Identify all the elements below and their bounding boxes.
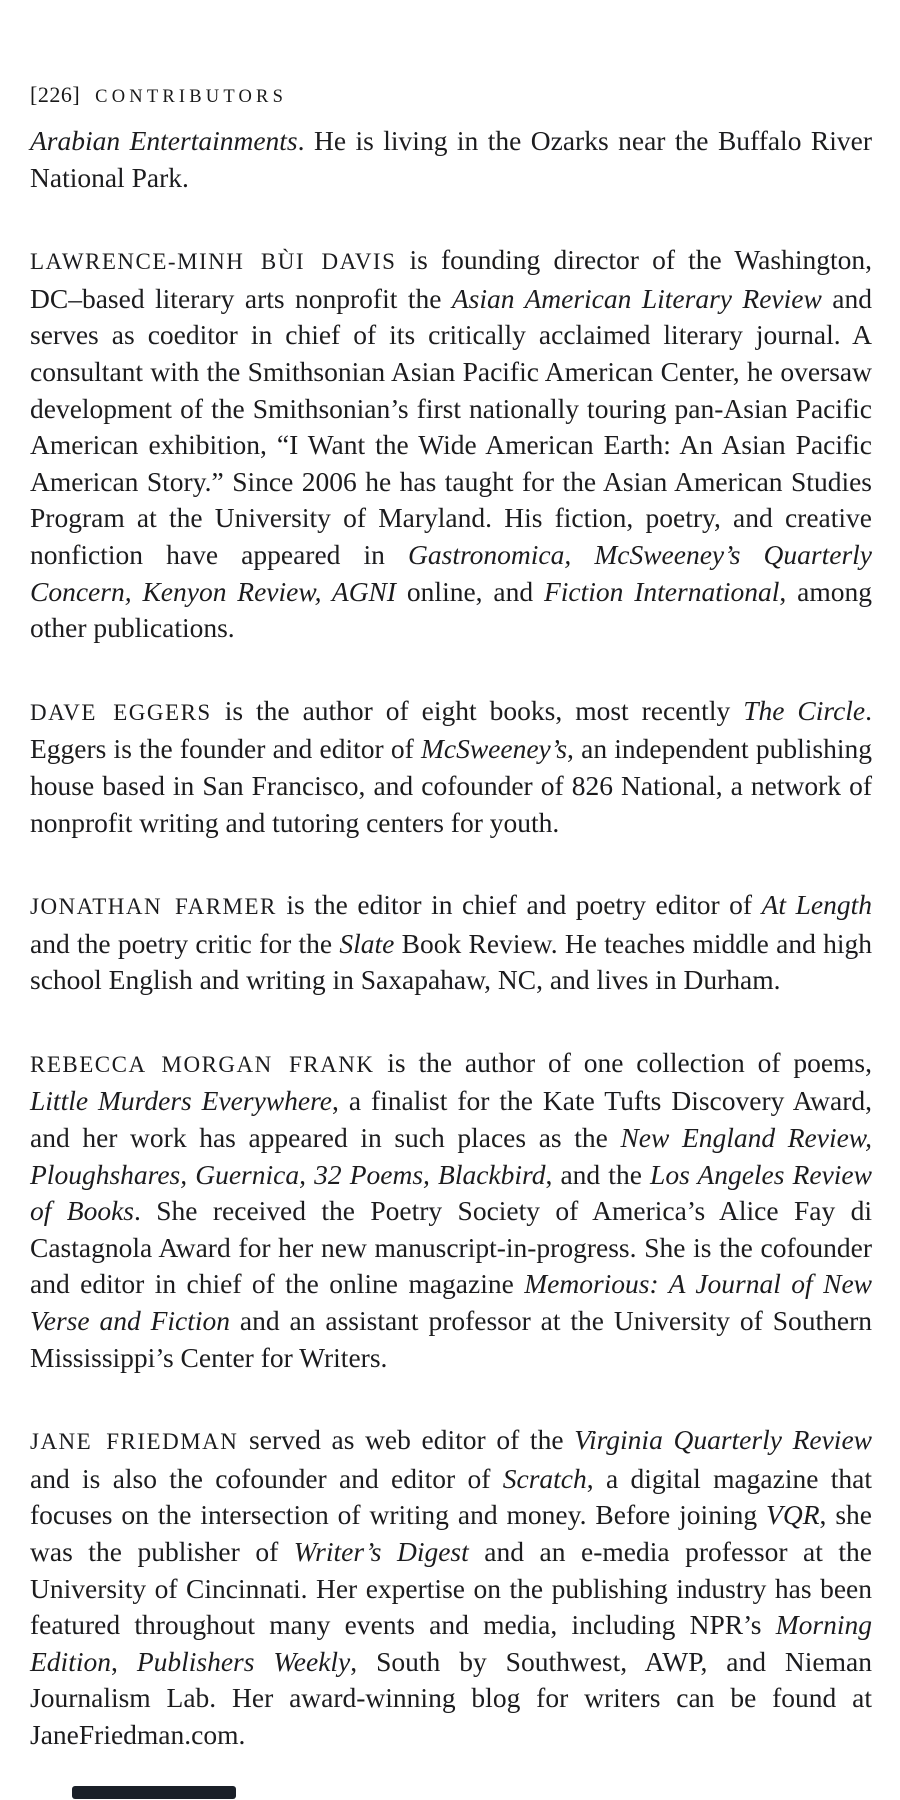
text-run: , an independent publishing house based in San Francisco, and cofounder of 826 National, a network of nonprofit writing and tutoring centers for youth. [30, 733, 872, 838]
paragraph-rebecca-morgan-frank [30, 1045, 872, 1376]
text-run: Publishers Weekly [136, 1645, 351, 1677]
text-run: Slate [339, 927, 395, 959]
text-run: Asian American Literary Review [451, 282, 822, 314]
text-run: is the editor in chief and poetry editor of [276, 889, 762, 921]
reading-progress-bar [72, 1786, 236, 1799]
text-run: Gastronomica, McSweeney’s Quarterly Concern, Kenyon Review, AGNI [30, 538, 872, 607]
text-run: Los Angeles Review of Books [30, 1158, 872, 1227]
contributor-name: LAWRENCE-MINH BÙI DAVIS [30, 249, 397, 275]
contributors-text [30, 123, 872, 1754]
text-run: Writer’s Digest [293, 1536, 469, 1567]
text-run: McSweeney’s [420, 733, 568, 765]
contributor-name: REBECCA MORGAN FRANK [30, 1051, 375, 1077]
paragraph-dave-eggers [30, 693, 872, 841]
paragraph-continuation [30, 123, 872, 196]
text-run: The Circle [743, 694, 866, 726]
text-run: online, and [396, 575, 544, 607]
paragraph-jane-friedman [30, 1422, 872, 1753]
text-run: and an e-media professor at the University of Cincinnati. Her expertise on the publishing industry has been featured throughout many events and media, including NPR’s [30, 1536, 873, 1641]
contributor-name: JONATHAN FARMER [30, 894, 277, 920]
running-head [30, 82, 872, 108]
text-run: New England Review, Ploughshares, Guernica, 32 Poems, Blackbird [30, 1122, 872, 1190]
text-run: , a finalist for the Kate Tufts Discovery Award, and her work has appeared in such places as the [30, 1085, 872, 1154]
text-run: , a digital magazine that focuses on the intersection of writing and money. Before joining [30, 1462, 872, 1531]
page-number: [226] [30, 82, 81, 107]
text-run: . Eggers is the founder and editor of [30, 694, 873, 765]
text-run: . He is living in the Ozarks near the Buffalo River National Park. [30, 125, 872, 193]
text-run: Morning Edition [30, 1609, 872, 1677]
text-run: Arabian Entertainments [30, 125, 298, 156]
text-run: is the author of one collection of poems, [374, 1046, 872, 1078]
text-run: , South by Southwest, AWP, and Nieman Journalism Lab. Her award-winning blog for writers can be found at JaneFriedman.com. [30, 1645, 872, 1750]
text-run: , among other publications. [30, 575, 872, 644]
text-run: VQR [766, 1499, 820, 1531]
text-run: is the author of eight books, most recently [211, 694, 744, 726]
text-run: , and the [545, 1158, 651, 1190]
text-run: served as web editor of the [238, 1424, 575, 1456]
text-run: and serves as coeditor in chief of its critically acclaimed literary journal. A consultant with the Smithsonian Asian Pacific American Center, he oversaw development of the Smithsonian’s first nationally touring pan-Asian Pacific American exhibition, “I Want the Wide American Earth: An Asian Pacific American Story.” Since 2006 he has taught for the Asian American Studies Program at the University of Maryland. His fiction, poetry, and creative nonfiction have appeared in [30, 282, 872, 570]
text-run: Scratch [502, 1462, 587, 1494]
text-run: and the poetry critic for the [30, 927, 340, 959]
text-run: , she was the publisher of [30, 1499, 872, 1567]
text-run: and an assistant professor at the University of Southern Mississippi’s Center for Writers. [30, 1305, 872, 1373]
text-run: Book Review. He teaches middle and high school English and writing in Saxapahaw, NC, and lives in Durham. [30, 927, 872, 996]
text-run: . She received the Poetry Society of America’s Alice Fay di Castagnola Award for her new manuscript-in-progress. She is the cofounder and editor in chief of the online magazine [30, 1195, 872, 1300]
text-run: Fiction International [543, 575, 780, 607]
paragraph-jonathan-farmer [30, 887, 872, 999]
contributor-name: DAVE EGGERS [30, 699, 212, 725]
text-run: , [110, 1645, 137, 1677]
text-run: is founding director of the Washington, DC–based literary arts nonprofit the [30, 244, 872, 314]
text-run: Virginia Quarterly Review [574, 1424, 872, 1456]
contributor-name: JANE FRIEDMAN [30, 1429, 239, 1455]
text-run: At Length [761, 889, 872, 921]
paragraph-lawrence-minh-bui-davis [30, 242, 872, 647]
section-title: CONTRIBUTORS [95, 87, 288, 107]
text-run: and is also the cofounder and editor of [30, 1462, 503, 1494]
text-run: Memorious: A Journal of New Verse and Fiction [30, 1268, 873, 1337]
text-run: Little Murders Everywhere [30, 1085, 332, 1117]
